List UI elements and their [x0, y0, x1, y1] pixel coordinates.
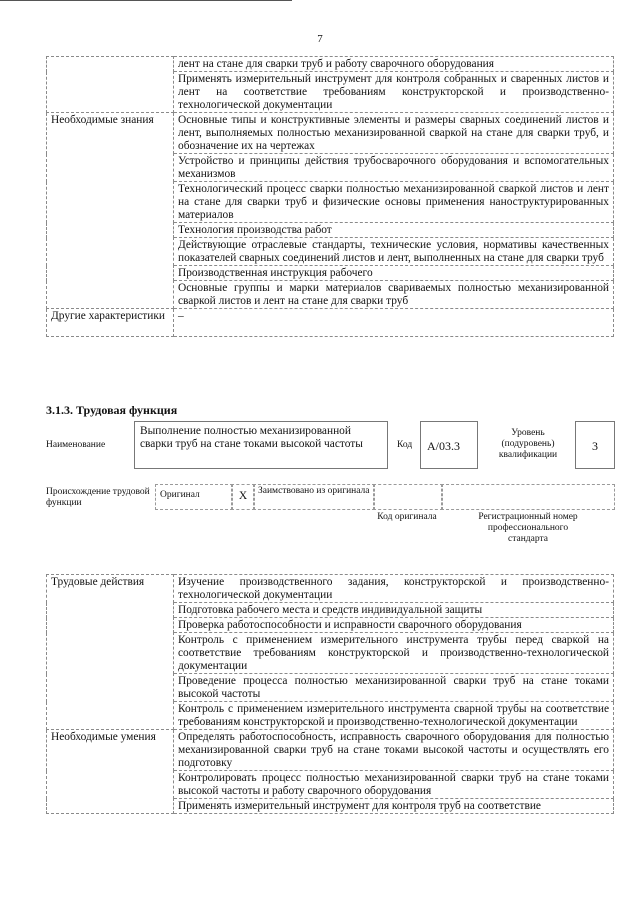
table-cell: Действующие отраслевые стандарты, технические условия, нормативы качественных показателей сварных соединений листов и лент, выполненных на стане для сварки труб	[174, 238, 614, 266]
code-box	[420, 421, 478, 469]
original-label: Оригинал	[160, 490, 200, 500]
table-cell: Контролировать процесс полностью механизированной сварки труб на стане токами высокой частоты и работу сварочного оборудования	[174, 771, 614, 799]
table-cell: Применять измерительный инструмент для контроля собранных и сваренных листов и лент на соответствие требованиям конструкторской и производственно-технологической документации	[174, 72, 614, 113]
code-original-label: Код оригинала	[377, 512, 437, 522]
reg-number-cell	[441, 484, 615, 510]
table-cell: Определять работоспособность, исправность сварочного оборудования для полностью механизированной сварки труб на стане токами высокой частоты и осуществлять его подготовку	[174, 730, 614, 771]
level-label: Уровень (подуровень) квалификации	[498, 428, 558, 460]
function-name-box	[134, 421, 388, 469]
table-cell: Проведение процесса полностью механизированной сварки труб на стане токами высокой частоты	[174, 674, 614, 702]
top-rule	[0, 0, 292, 1]
section-title: 3.1.3. Трудовая функция	[46, 403, 178, 417]
table-cell: Технология производства работ	[174, 223, 614, 238]
level-value: 3	[592, 439, 598, 453]
table-cell: Применять измерительный инструмент для контроля труб на соответствие	[174, 799, 614, 814]
code-value: A/03.3	[427, 439, 460, 453]
table-cell: Контроль с применением измерительного инструмента сварной трубы на соответствие требованиям конструкторской и производственно-технологической документации	[174, 702, 614, 730]
origin-label: Происхождение трудовой функции	[46, 487, 150, 508]
reg-number-label: Регистрационный номер профессионального стандарта	[478, 512, 578, 544]
row-label	[47, 57, 174, 113]
row-label-knowledge: Необходимые знания	[47, 113, 174, 309]
table-cell: Контроль с применением измерительного инструмента трубы перед сваркой на соответствие требованиям конструкторской и производственно-технологической документации	[174, 633, 614, 674]
table-cell: Технологический процесс сварки полностью механизированной сваркой листов и лент на стане для сварки труб и физические основы применения наноструктурированных материалов	[174, 182, 614, 223]
code-label: Код	[397, 440, 413, 450]
table-row	[47, 113, 614, 154]
table-cell: Основные группы и марки материалов свариваемых полностью механизированной сваркой листов и лент на стане для сварки труб	[174, 281, 614, 309]
table-row	[47, 575, 614, 603]
table-row	[47, 57, 614, 72]
table-cell: Подготовка рабочего места и средств индивидуальной защиты	[174, 603, 614, 618]
original-mark: X	[238, 490, 248, 502]
original-mark-cell	[231, 484, 255, 510]
row-label-actions: Трудовые действия	[47, 575, 174, 730]
code-original-cell	[373, 484, 443, 510]
page-number: 7	[317, 33, 323, 45]
table-row	[47, 730, 614, 771]
table-row	[47, 309, 614, 337]
table-cell: Проверка работоспособности и исправности сварочного оборудования	[174, 618, 614, 633]
borrowed-label: Заимствовано из оригинала	[258, 486, 370, 496]
row-label-skills: Необходимые умения	[47, 730, 174, 814]
table-cell: Основные типы и конструктивные элементы и размеры сварных соединений листов и лент, выполняемых полностью механизированной сваркой на стане для сварки труб, и обозначение их на чертежах	[174, 113, 614, 154]
borrowed-cell	[253, 484, 375, 510]
table-cell: Изучение производственного задания, конструкторской и производственно-технологической документации	[174, 575, 614, 603]
original-cell	[155, 484, 233, 510]
name-label: Наименование	[46, 440, 106, 450]
function-name-value: Выполнение полностью механизированной сварки труб на стане токами высокой частоты	[140, 425, 363, 450]
table-cell: лент на стане для сварки труб и работу сварочного оборудования	[174, 57, 614, 72]
requirements-table-2	[46, 574, 614, 814]
requirements-table-1	[46, 56, 614, 337]
table-cell: Производственная инструкция рабочего	[174, 266, 614, 281]
level-box	[575, 421, 615, 469]
table-cell: –	[174, 309, 614, 337]
row-label-other: Другие характеристики	[47, 309, 174, 337]
table-cell: Устройство и принципы действия трубосварочного оборудования и вспомогательных механизмов	[174, 154, 614, 182]
